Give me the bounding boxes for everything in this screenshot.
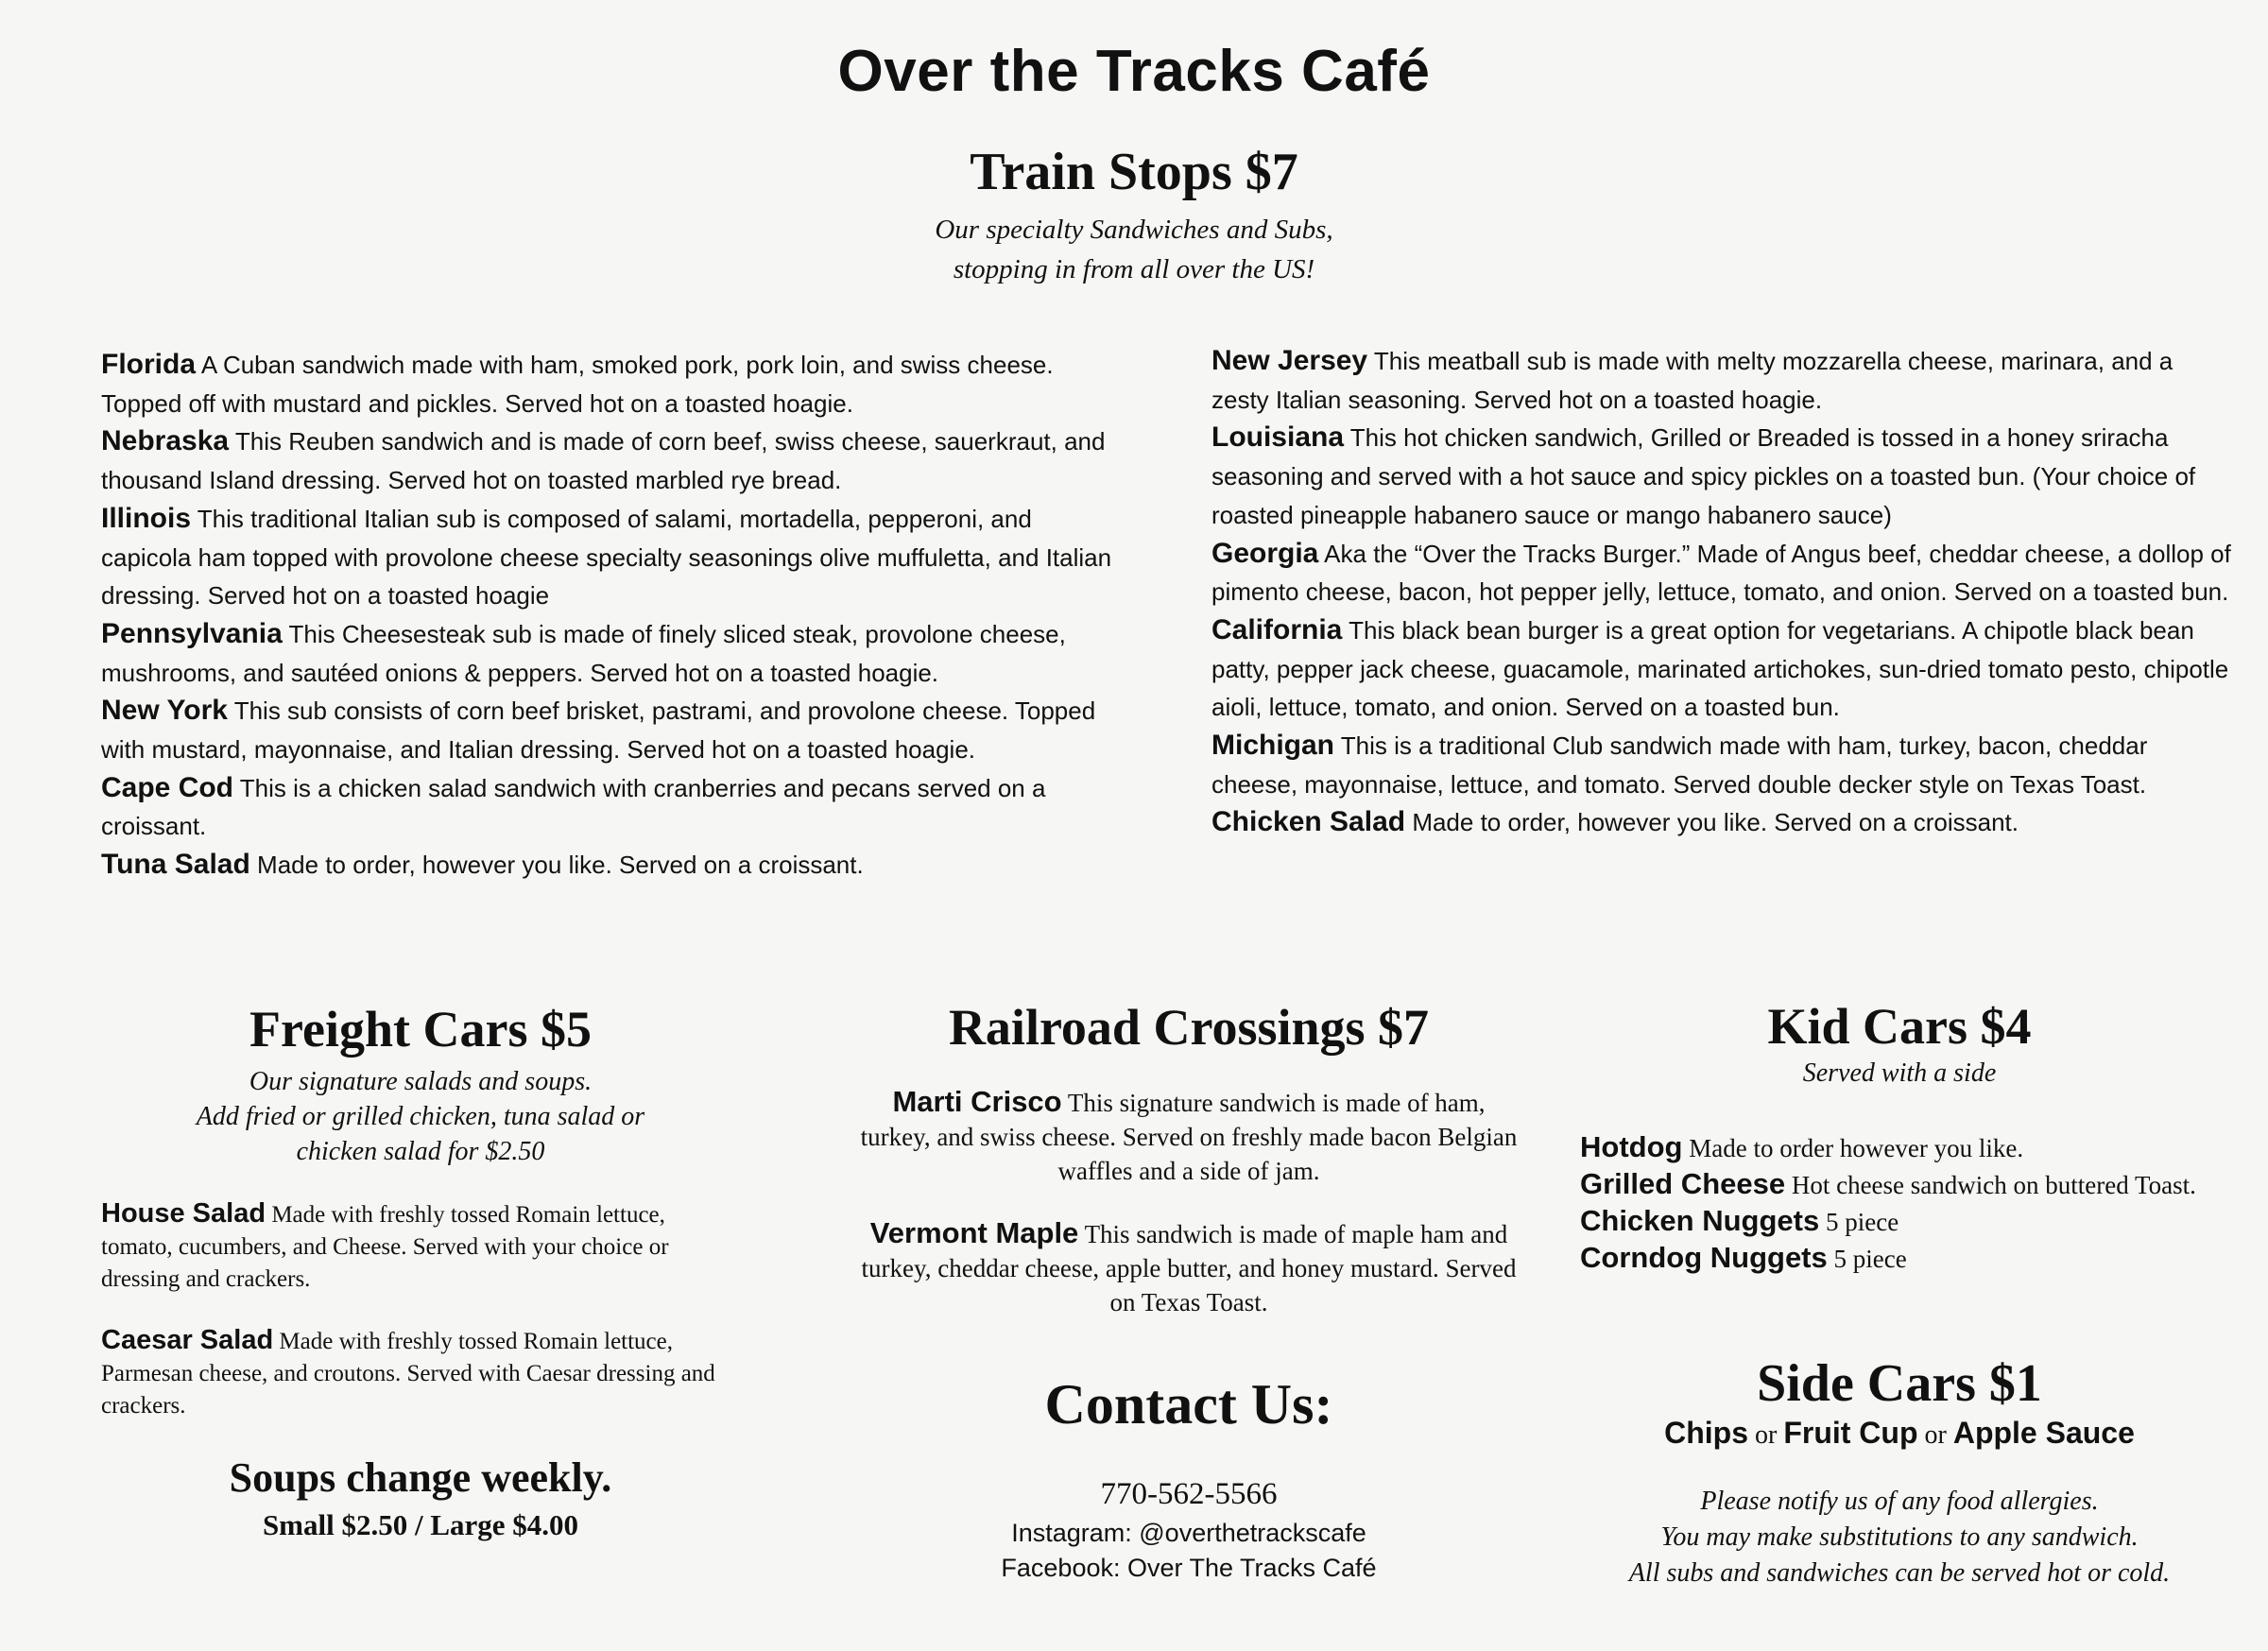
side-separator: or — [1754, 1420, 1778, 1450]
item-description: This Reuben sandwich and is made of corn beef, swiss cheese, sauerkraut, and thousand Island dressing. Served hot on toasted marbled rye bread. — [101, 427, 1106, 495]
freight-cars-heading: Freight Cars $5 — [249, 1001, 592, 1058]
menu-item-michigan — [1211, 727, 2237, 803]
menu-notes — [1569, 1484, 2230, 1591]
freight-cars-items — [101, 1197, 740, 1422]
menu-item-chicken-nuggets — [1580, 1203, 2232, 1240]
item-description: This is a chicken salad sandwich with cranberries and pecans served on a croissant. — [101, 773, 1046, 841]
menu-item-caesar-salad — [101, 1324, 740, 1422]
freight-cars-section — [101, 1000, 740, 1422]
menu-item-pennsylvania — [101, 615, 1117, 692]
item-description: This Cheesesteak sub is made of finely sliced steak, provolone cheese, mushrooms, and sautéed onions & peppers. Served hot on a toasted hoagie. — [101, 619, 1066, 687]
item-description: This sub consists of corn beef brisket, pastrami, and provolone cheese. Topped with mustard, mayonnaise, and Italian dressing. Served hot on a toasted hoagie. — [101, 697, 1096, 765]
menu-item-marti-crisco — [817, 1085, 1560, 1188]
menu-item-corndog-nuggets — [1580, 1240, 2232, 1277]
menu-item-california — [1211, 611, 2237, 727]
menu-item-hotdog — [1580, 1129, 2232, 1166]
item-description: This black bean burger is a great option for vegetarians. A chipotle black bean patty, pepper jack cheese, guacamole, marinated artichokes, sun-dried tomato pesto, chipotle aioli, lettuce, tomato, and onion. Served on a toasted bun. — [1211, 615, 2229, 722]
item-description: This is a traditional Club sandwich made with ham, turkey, bacon, cheddar cheese, mayonnaise, lettuce, and tomato. Served double decker style on Texas Toast. — [1211, 731, 2148, 799]
soups-heading: Soups change weekly. — [229, 1454, 612, 1501]
railroad-crossings-heading: Railroad Crossings $7 — [948, 999, 1430, 1056]
item-name: Cape Cod — [101, 771, 234, 803]
kid-cars-items — [1580, 1129, 2232, 1277]
railroad-crossings-items — [817, 1085, 1560, 1319]
item-description: Made with freshly tossed Romain lettuce, tomato, cucumbers, and Cheese. Served with your choice or dressing and crackers. — [101, 1202, 669, 1292]
menu-item-georgia — [1211, 535, 2237, 611]
train-stops-left-column — [101, 346, 1117, 885]
item-description: This meatball sub is made with melty mozzarella cheese, marinara, and a zesty Italian seasoning. Served hot on a toasted hoagie. — [1211, 347, 2174, 414]
railroad-crossings-section — [817, 998, 1560, 1319]
item-description: This sandwich is made of maple ham and turkey, cheddar cheese, apple butter, and honey mustard. Served on Texas Toast. — [861, 1220, 1517, 1316]
menu-item-louisiana — [1211, 419, 2237, 534]
soups-price: Small $2.50 / Large $4.00 — [262, 1508, 579, 1541]
item-name: New York — [101, 695, 228, 727]
item-description: Made with freshly tossed Romain lettuce, Parmesan cheese, and croutons. Served with Caesar dressing and crackers. — [101, 1329, 715, 1419]
item-name: Georgia — [1211, 537, 1319, 569]
note-line: You may make substitutions to any sandwich. — [1660, 1522, 2139, 1552]
train-stops-heading: Train Stops $7 — [970, 143, 1298, 201]
menu-item-tuna-salad — [101, 846, 1117, 885]
side-option: Chips — [1664, 1416, 1748, 1450]
menu-item-house-salad — [101, 1197, 740, 1296]
item-name: Caesar Salad — [101, 1325, 274, 1355]
item-name: New Jersey — [1211, 345, 1368, 376]
side-option: Apple Sauce — [1952, 1416, 2135, 1450]
side-separator: or — [1924, 1420, 1947, 1450]
note-line: All subs and sandwiches can be served hot or cold. — [1628, 1558, 2171, 1588]
contact-facebook: Facebook: Over The Tracks Café — [1001, 1554, 1377, 1582]
menu-item-chicken-salad — [1211, 803, 2237, 842]
train-stops-subtitle-line: Our specialty Sandwiches and Subs, — [935, 215, 1333, 245]
contact-instagram: Instagram: @overthetrackscafe — [1011, 1519, 1366, 1547]
item-name: Hotdog — [1580, 1130, 1683, 1163]
train-stops-subtitle-line: stopping in from all over the US! — [953, 254, 1315, 284]
item-description: Hot cheese sandwich on buttered Toast. — [1791, 1171, 2196, 1199]
train-stops-right-column — [1211, 342, 2237, 842]
item-description: This signature sandwich is made of ham, turkey, and swiss cheese. Served on freshly made bacon Belgian waffles and a side of jam. — [860, 1089, 1518, 1185]
item-name: House Salad — [101, 1198, 266, 1229]
item-name: Nebraska — [101, 425, 230, 457]
item-description: A Cuban sandwich made with ham, smoked pork, pork loin, and swiss cheese. Topped off with mustard and pickles. Served hot on a toasted hoagie. — [101, 351, 1054, 418]
kid-cars-subtitle: Served with a side — [1802, 1058, 1997, 1088]
contact-heading: Contact Us: — [1044, 1373, 1333, 1436]
item-name: Louisiana — [1211, 421, 1345, 454]
item-name: Michigan — [1211, 730, 1335, 762]
kid-cars-section — [1569, 997, 2230, 1091]
menu-item-florida — [101, 346, 1117, 422]
side-option: Fruit Cup — [1783, 1416, 1918, 1450]
item-description: Made to order, however you like. Served on a croissant. — [1412, 808, 2019, 837]
item-description: This traditional Italian sub is composed of salami, mortadella, pepperoni, and capicola ham topped with provolone cheese specialty seasonings olive muffuletta, and Italian dressing. Served hot on a toasted hoagie — [101, 504, 1112, 611]
menu-item-new-jersey — [1211, 342, 2237, 419]
item-description: Made to order however you like. — [1689, 1134, 2024, 1162]
item-name: Grilled Cheese — [1580, 1167, 1786, 1200]
item-description: This hot chicken sandwich, Grilled or Breaded is tossed in a honey sriracha seasoning and served with a hot sauce and spicy pickles on a toasted bun. (Your choice of roasted pineapple habanero sauce or mango habanero sauce) — [1211, 423, 2196, 529]
freight-cars-subtitle: Our signature salads and soups. — [249, 1067, 593, 1096]
item-name: Illinois — [101, 502, 192, 534]
menu-item-nebraska — [101, 422, 1117, 499]
item-description: Aka the “Over the Tracks Burger.” Made of Angus beef, cheddar cheese, a dollop of pimento cheese, bacon, hot pepper jelly, lettuce, tomato, and onion. Served on a toasted bun. — [1211, 539, 2231, 607]
item-description: 5 piece — [1825, 1208, 1899, 1236]
menu-item-vermont-maple — [817, 1216, 1560, 1319]
side-cars-heading: Side Cars $1 — [1757, 1354, 2042, 1413]
item-name: Tuna Salad — [101, 849, 250, 881]
side-cars-options — [1569, 1416, 2230, 1451]
item-description: Made to order, however you like. Served on a croissant. — [257, 851, 864, 880]
item-description: 5 piece — [1833, 1245, 1907, 1273]
item-name: California — [1211, 613, 1343, 645]
contact-info — [817, 1472, 1560, 1586]
item-name: Pennsylvania — [101, 617, 283, 649]
menu-title: Over the Tracks Café — [837, 39, 1431, 104]
menu-item-grilled-cheese — [1580, 1166, 2232, 1203]
item-name: Chicken Salad — [1211, 806, 1406, 838]
item-name: Vermont Maple — [869, 1216, 1079, 1249]
menu-item-cape-cod — [101, 769, 1117, 846]
item-name: Corndog Nuggets — [1580, 1241, 1828, 1274]
train-stops-subtitle — [0, 210, 2268, 289]
freight-cars-addon: Add fried or grilled chicken, tuna salad or chicken salad for $2.50 — [196, 1102, 645, 1166]
note-line: Please notify us of any food allergies. — [1700, 1487, 2099, 1516]
item-name: Marti Crisco — [892, 1085, 1062, 1118]
kid-cars-heading: Kid Cars $4 — [1767, 998, 2032, 1055]
menu-item-new-york — [101, 692, 1117, 768]
item-name: Florida — [101, 349, 197, 380]
contact-phone: 770-562-5566 — [1100, 1477, 1278, 1511]
menu-item-illinois — [101, 500, 1117, 615]
item-name: Chicken Nuggets — [1580, 1204, 1820, 1237]
